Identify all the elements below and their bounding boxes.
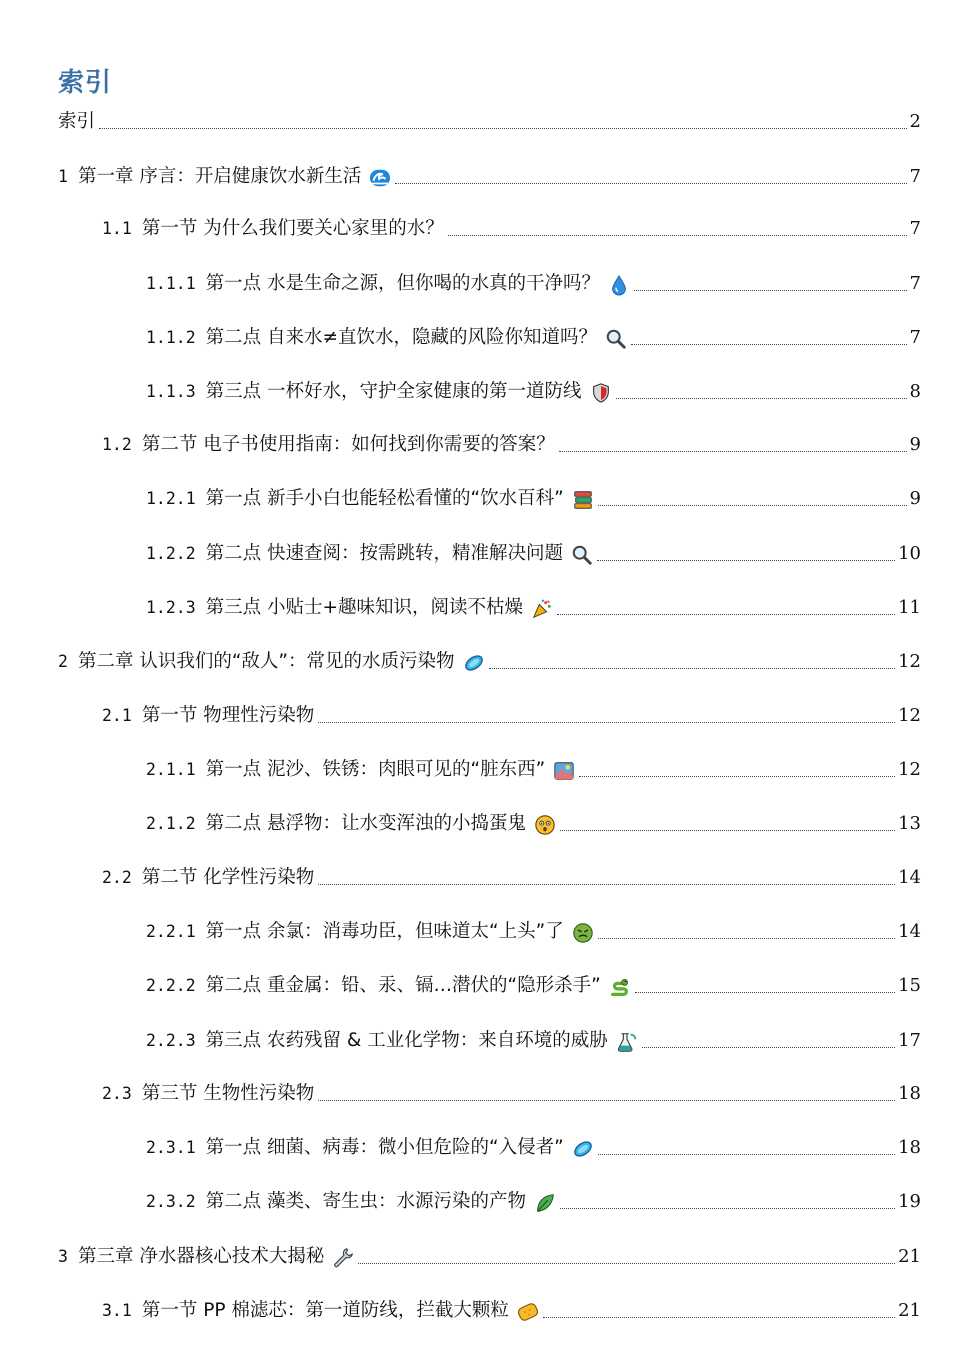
toc-leader-dots	[358, 1262, 895, 1264]
toc-entry-title: 第三点 农药残留 & 工业化学物：来自环境的威胁	[205, 1030, 608, 1051]
toc-page-number: 10	[898, 543, 921, 564]
toc-entry-title: 第二点 藻类、寄生虫：水源污染的产物	[205, 1191, 527, 1212]
toc-entry-title: 第一章 序言：开启健康饮水新生活	[77, 166, 362, 187]
toc-leader-dots	[557, 613, 895, 615]
toc-entry-number: 2.3	[102, 1084, 132, 1103]
toc-leader-dots	[543, 1316, 895, 1318]
magnifier-icon	[605, 328, 627, 350]
toc-entry-number: 2.2	[102, 868, 132, 887]
toc-entry[interactable]	[102, 1080, 921, 1108]
toc-entry[interactable]	[146, 324, 921, 352]
toc-entry[interactable]	[102, 1297, 921, 1325]
toc-entry-number: 2.2.3	[146, 1031, 196, 1050]
toc-entry[interactable]	[146, 810, 921, 838]
wave-icon	[369, 167, 391, 189]
toc-leader-dots	[318, 883, 895, 885]
toc-entry[interactable]	[58, 1243, 921, 1271]
magnifier-icon	[571, 544, 593, 566]
toc-entry-title: 第一点 余氯：消毒功臣，但味道太“上头”了	[205, 921, 564, 942]
toc-leader-dots	[616, 397, 907, 399]
toc-entry[interactable]	[58, 108, 921, 136]
toc-page-number: 19	[898, 1191, 921, 1212]
toc-entry[interactable]	[58, 648, 921, 676]
toc-page-number: 13	[898, 813, 921, 834]
toc-page-number: 7	[909, 166, 921, 187]
toc-page-number: 9	[909, 488, 921, 509]
toc-page-number: 9	[909, 434, 921, 455]
toc-entry-number: 3	[58, 1247, 68, 1266]
party-popper-icon	[531, 598, 553, 620]
toc-leader-dots	[598, 1153, 895, 1155]
toc-page-number: 7	[909, 218, 921, 239]
toc-entry[interactable]	[102, 702, 921, 730]
nauseated-face-icon	[572, 922, 594, 944]
toc-entry[interactable]	[102, 864, 921, 892]
toc-leader-dots	[560, 829, 895, 831]
toc-page-number: 8	[909, 381, 921, 402]
toc-entry-number: 1	[58, 167, 68, 186]
toc-entry-number: 2.1.2	[146, 814, 196, 833]
toc-entry-number: 2.2.1	[146, 922, 196, 941]
toc-entry-title: 第一点 新手小白也能轻松看懂的“饮水百科”	[205, 488, 564, 509]
toc-entry-title: 第三点 一杯好水，守护全家健康的第一道防线	[205, 381, 582, 402]
toc-entry[interactable]	[146, 1134, 921, 1162]
toc-leader-dots	[489, 667, 896, 669]
toc-entry-title: 第二点 快速查阅：按需跳转，精准解决问题	[205, 543, 564, 564]
toc-leader-dots	[631, 343, 906, 345]
toc-leader-dots	[395, 182, 906, 184]
toc-entry-title: 第三章 净水器核心技术大揭秘	[77, 1246, 325, 1267]
toc-page-number: 21	[898, 1300, 921, 1321]
toc-entry-number: 2.1	[102, 706, 132, 725]
toc-entry-title: 第二节 化学性污染物	[141, 867, 315, 888]
toc-leader-dots	[598, 504, 907, 506]
toc-entry-number: 1.2.3	[146, 598, 196, 617]
toc-entry-title: 第一点 细菌、病毒：微小但危险的“入侵者”	[205, 1137, 564, 1158]
toc-entry-title: 第二点 悬浮物：让水变浑浊的小捣蛋鬼	[205, 813, 527, 834]
toc-entry-title: 第二章 认识我们的“敌人”：常见的水质污染物	[77, 651, 455, 672]
toc-entry-number: 2.3.1	[146, 1138, 196, 1157]
toc-leader-dots	[597, 559, 895, 561]
toc-leader-dots	[642, 1046, 895, 1048]
toc-entry-number: 2.3.2	[146, 1192, 196, 1211]
toc-page-number: 15	[898, 975, 921, 996]
toc-entry[interactable]	[146, 270, 921, 298]
toc-entry-title: 第一点 泥沙、铁锈：肉眼可见的“脏东西”	[205, 759, 546, 780]
toc-entry[interactable]	[146, 378, 921, 406]
toc-entry-number: 1.1.1	[146, 274, 196, 293]
astonished-face-icon	[534, 814, 556, 836]
toc-entry[interactable]	[58, 163, 921, 191]
toc-leader-dots	[560, 1207, 895, 1209]
picture-icon	[553, 760, 575, 782]
toc-page-number: 12	[898, 651, 921, 672]
toc-heading: 索引	[58, 68, 113, 98]
toc-leader-dots	[579, 775, 895, 777]
shield-icon	[590, 382, 612, 404]
toc-entry[interactable]	[146, 918, 921, 946]
toc-entry[interactable]	[146, 972, 921, 1000]
toc-page-number: 7	[909, 327, 921, 348]
toc-entry-number: 1.2.1	[146, 489, 196, 508]
toc-entry-title: 第三节 生物性污染物	[141, 1083, 315, 1104]
toc-leader-dots	[635, 991, 895, 993]
toc-leader-dots	[559, 450, 907, 452]
toc-page-number: 17	[898, 1030, 921, 1051]
toc-entry-title: 第二点 重金属：铅、汞、镉…潜伏的“隐形杀手”	[205, 975, 601, 996]
toc-page-number: 21	[898, 1246, 921, 1267]
snake-icon	[609, 976, 631, 998]
microbe-icon	[463, 652, 485, 674]
toc-entry-title: 第一节 为什么我们要关心家里的水？	[141, 218, 444, 239]
toc-entry[interactable]	[146, 485, 921, 513]
toc-entry-number: 1.2	[102, 435, 132, 454]
toc-page-number: 2	[909, 111, 921, 132]
toc-entry-number: 1.1.3	[146, 382, 196, 401]
toc-entry[interactable]	[146, 540, 921, 568]
toc-entry[interactable]	[102, 215, 921, 243]
test-tube-icon	[616, 1031, 638, 1053]
toc-entry-title: 第一节 物理性污染物	[141, 705, 315, 726]
toc-leader-dots	[634, 289, 906, 291]
toc-entry[interactable]	[146, 594, 921, 622]
toc-page-number: 18	[898, 1083, 921, 1104]
toc-entry-number: 1.2.2	[146, 544, 196, 563]
wrench-icon	[332, 1247, 354, 1269]
toc-entry-number: 1.1	[102, 219, 132, 238]
toc-entry-number: 2.1.1	[146, 760, 196, 779]
toc-entry[interactable]	[102, 431, 921, 459]
toc-entry-title: 第一点 水是生命之源，但你喝的水真的干净吗？	[205, 273, 601, 294]
toc-leader-dots	[448, 234, 907, 236]
toc-page-number: 12	[898, 705, 921, 726]
toc-leader-dots	[99, 127, 907, 129]
toc-entry-title: 索引	[58, 111, 96, 132]
toc-leader-dots	[318, 1099, 895, 1101]
toc-page-number: 14	[898, 867, 921, 888]
toc-entry-number: 2	[58, 652, 68, 671]
toc-page-number: 7	[909, 273, 921, 294]
toc-entry-number: 1.1.2	[146, 328, 196, 347]
toc-page-number: 18	[898, 1137, 921, 1158]
toc-page-number: 11	[898, 597, 921, 618]
toc-entry-number: 2.2.2	[146, 976, 196, 995]
books-icon	[572, 489, 594, 511]
toc-entry[interactable]	[146, 756, 921, 784]
toc-entry-title: 第二节 电子书使用指南：如何找到你需要的答案？	[141, 434, 555, 455]
toc-page-number: 12	[898, 759, 921, 780]
toc-entry-title: 第一节 PP 棉滤芯：第一道防线，拦截大颗粒	[141, 1300, 509, 1321]
toc-entry-number: 3.1	[102, 1301, 132, 1320]
leaf-icon	[534, 1192, 556, 1214]
toc-entry-title: 第二点 自来水≠直饮水，隐藏的风险你知道吗？	[205, 327, 598, 348]
toc-page-number: 14	[898, 921, 921, 942]
toc-entry[interactable]	[146, 1188, 921, 1216]
toc-entry[interactable]	[146, 1027, 921, 1055]
toc-leader-dots	[318, 721, 895, 723]
microbe-icon	[572, 1138, 594, 1160]
sponge-icon	[517, 1301, 539, 1323]
toc-entry-title: 第三点 小贴士+趣味知识，阅读不枯燥	[205, 597, 524, 618]
water-drop-icon	[608, 274, 630, 296]
toc-leader-dots	[598, 937, 895, 939]
